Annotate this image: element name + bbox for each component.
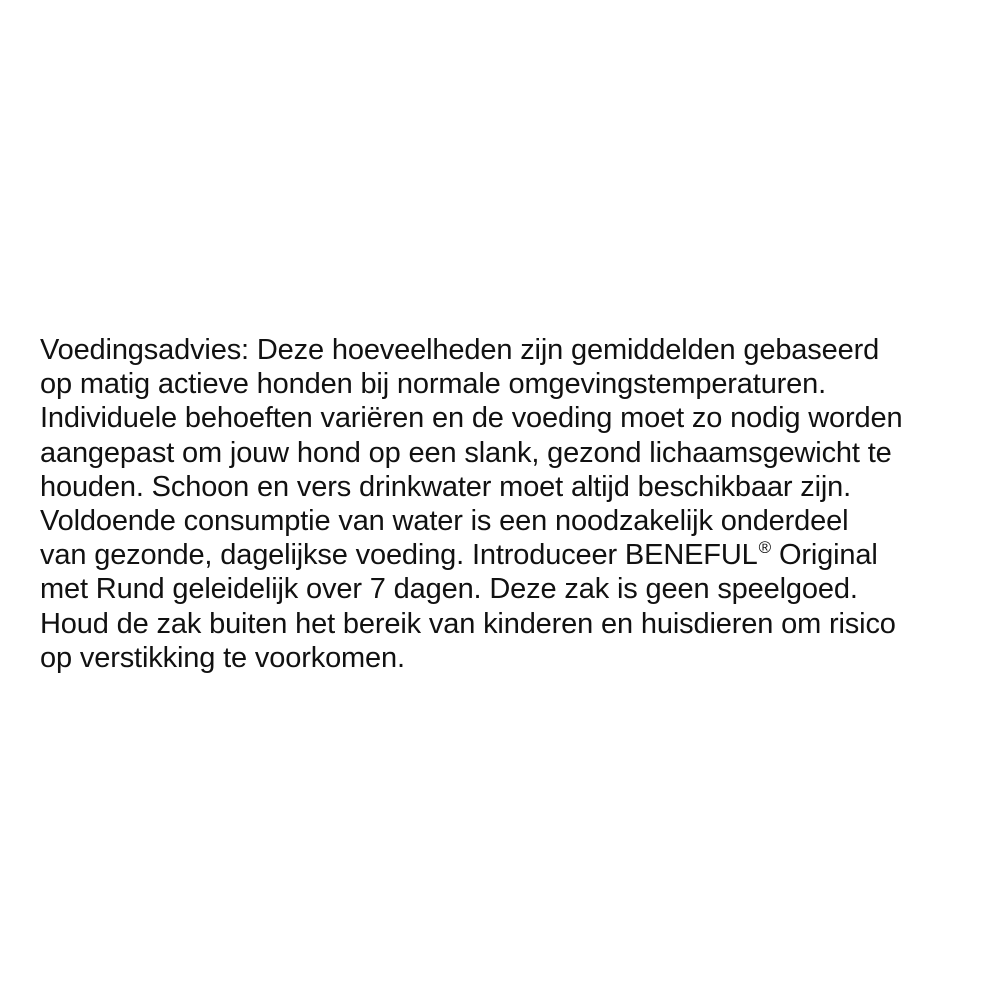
text-line: Voldoende consumptie van water is een noodzakelijk onderdeel <box>40 505 849 538</box>
text-line: houden. Schoon en vers drinkwater moet altijd beschikbaar zijn. <box>40 470 852 503</box>
text-line-segment: van gezonde, dagelijkse voeding. Introduceer BENEFUL <box>40 539 758 572</box>
text-line: aangepast om jouw hond op een slank, gezond lichaamsgewicht te <box>40 436 892 469</box>
registered-trademark-mark: ® <box>758 538 772 558</box>
text-line: op verstikking te voorkomen. <box>40 641 405 674</box>
text-line: Voedingsadvies: Deze hoeveelheden zijn gemiddelden gebaseerd <box>40 334 880 366</box>
feeding-advice-text <box>40 333 970 675</box>
text-line <box>40 538 970 572</box>
text-line: Houd de zak buiten het bereik van kinderen en huisdieren om risico <box>40 607 896 640</box>
text-line: Individuele behoeften variëren en de voeding moet zo nodig worden <box>40 402 903 435</box>
text-line-segment: Original <box>771 539 878 572</box>
text-line: met Rund geleidelijk over 7 dagen. Deze zak is geen speelgoed. <box>40 573 858 606</box>
text-line: op matig actieve honden bij normale omgevingstemperaturen. <box>40 368 827 401</box>
